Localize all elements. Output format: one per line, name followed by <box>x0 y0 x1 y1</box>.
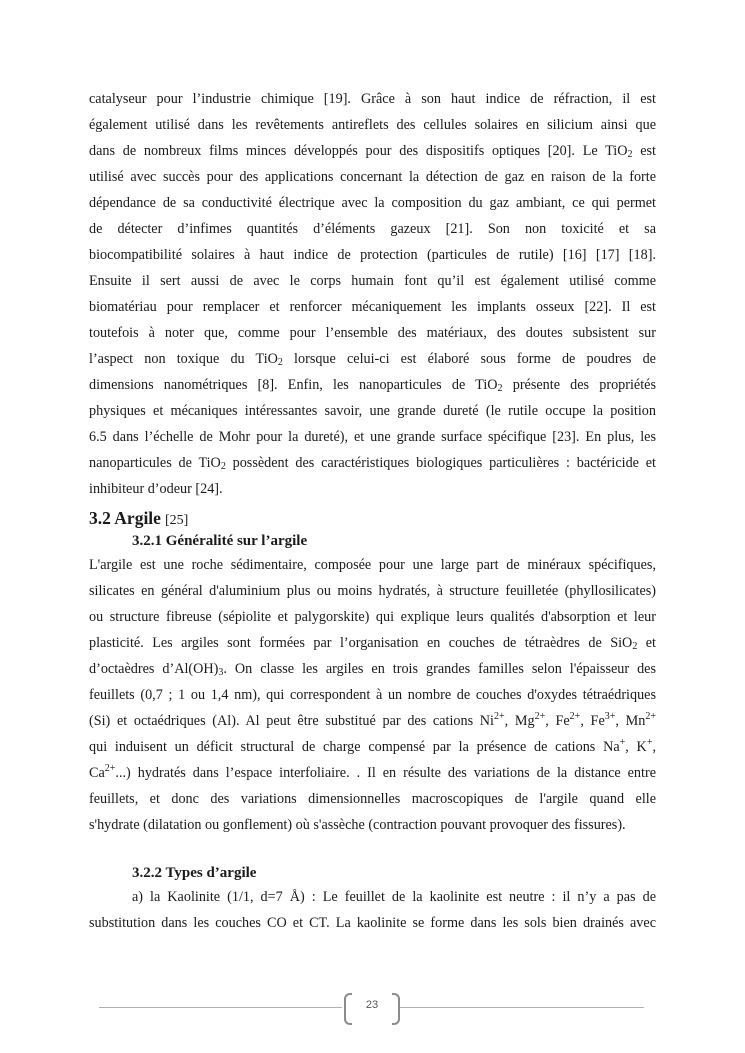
text-line: dans de nombreux films minces développés pour des dispositifs optiques [20]. Le TiO$_2$ est <box>89 143 656 160</box>
paragraph-argile-generalite <box>89 552 656 838</box>
left-bracket-icon <box>344 993 352 1025</box>
paragraph-tio2-applications <box>89 86 656 502</box>
text-line: $Ca^{2+}$...) hydratés dans l’espace interfoliaire. . Il en résulte des variations de la distance entre <box>89 763 656 781</box>
text-line: biocompatibilité solaires à haut indice de protection (particules de rutile) [16] [17] [18]. <box>89 247 656 263</box>
paragraph-spacer <box>89 838 656 858</box>
text-line: également utilisé dans les revêtements antireflets des cellules solaires en silicium ainsi que <box>89 117 656 133</box>
text-line: qui induisent un déficit structural de charge compensé par la présence de cations Na+, K+, <box>89 737 656 755</box>
text-line: a) la Kaolinite (1/1, d=7 Å) : Le feuillet de la kaolinite est neutre : il n’y a pas de <box>132 889 656 905</box>
text-line: physiques et mécaniques intéressantes savoir, une grande dureté (le rutile occupe la position <box>89 403 656 419</box>
text-line: plasticité. Les argiles sont formées par l’organisation en couches de tétraèdres de SiO$_2$ et <box>89 635 657 652</box>
section-heading-3-2 <box>89 506 656 530</box>
text-line: l’aspect non toxique du TiO$_2$ lorsque celui-ci est élaboré sous forme de poudres de <box>89 351 656 368</box>
text-line: silicates en général d'aluminium plus ou moins hydratés, à structure feuilletée (phyllosilicates) <box>89 583 656 599</box>
text-line: inhibiteur d’odeur [24]. <box>89 481 223 497</box>
text-line: L'argile est une roche sédimentaire, composée pour une large part de minéraux spécifiques, <box>89 557 656 573</box>
text-line: Ensuite il sert aussi de avec le corps humain font qu’il est également utilisé comme <box>89 273 656 289</box>
subsection-heading-3-2-2: 3.2.2 Types d’argile <box>132 865 257 881</box>
text-line: feuillets, et donc des variations dimensionnelles macroscopiques de l'argile quand elle <box>89 791 656 807</box>
footer-rule-left <box>99 1007 342 1008</box>
text-line: dimensions nanométriques [8]. Enfin, les nanoparticules de TiO$_2$ présente des propriétés <box>89 377 656 394</box>
page-number: 23 <box>365 999 379 1011</box>
text-line: toutefois à noter que, comme pour l’ensemble des matériaux, des doutes subsistent sur <box>89 325 656 341</box>
text-line: feuillets (0,7 ; 1 ou 1,4 nm), qui correspondent à un nombre de couches d'oxydes tétraédriques <box>89 687 656 703</box>
footer-rule-right <box>400 1007 644 1008</box>
page-footer <box>99 991 644 1025</box>
text-line: de détecter d’infimes quantités d’éléments gazeux [21]. Son non toxicité et sa <box>89 221 656 237</box>
text-line: d’octaèdres $d’Al(OH)_3$. On classe les argiles en trois grandes familles selon l'épaisseur des <box>89 661 656 678</box>
text-line: catalyseur pour l’industrie chimique [19]. Grâce à son haut indice de réfraction, il est <box>89 91 656 107</box>
text-line: biomatériau pour remplacer et renforcer mécaniquement les implants osseux [22]. Il est <box>89 299 656 315</box>
text-line: 6.5 dans l’échelle de Mohr pour la dureté), et une grande surface spécifique [23]. En plus, les <box>89 429 656 445</box>
section-title: 3.2 Argile <box>89 508 161 528</box>
text-line: dépendance de sa conductivité électrique avec la composition du gaz ambiant, ce qui permet <box>89 195 656 211</box>
text-line: nanoparticules de TiO$_2$ possèdent des caractéristiques biologiques particulières : bactéricide et <box>89 455 656 472</box>
text-line: s'hydrate (dilatation ou gonflement) où s'assèche (contraction pouvant provoquer des fissures). <box>89 817 626 833</box>
text-line: utilisé avec succès pour des applications concernant la détection de gaz en raison de la forte <box>89 169 656 185</box>
text-line: ou structure fibreuse (sépiolite et palygorskite) qui explique leurs qualités d'absorption et leur <box>89 609 656 625</box>
page-body <box>89 86 656 936</box>
paragraph-kaolinite <box>89 884 656 936</box>
text-line: (Si) et octaédriques (Al). Al peut être substitué par des cations $Ni^{2+}$, $Mg^{2+}$, $Fe^{2+}$, $Fe^{3+}$, $Mn^{2+}$ <box>89 711 656 729</box>
section-reference: [25] <box>164 513 189 528</box>
text-line: substitution dans les couches CO et CT. La kaolinite se forme dans les sols bien drainés avec <box>89 915 656 931</box>
right-bracket-icon <box>392 993 400 1025</box>
subsection-heading-3-2-1: 3.2.1 Généralité sur l’argile <box>132 533 308 549</box>
